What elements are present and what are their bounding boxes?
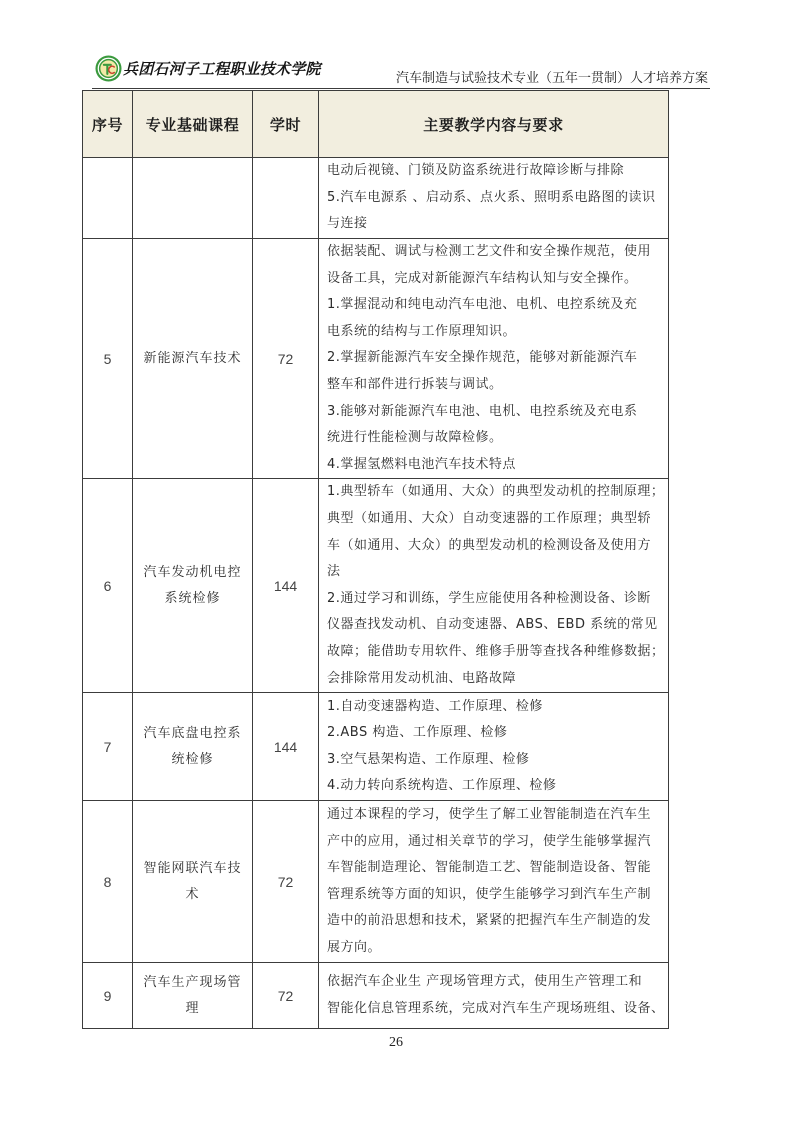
table-row (83, 801, 669, 963)
content-line: 电系统的结构与工作原理知识。 (327, 323, 517, 339)
content-line: 典型（如通用、大众）自动变速器的工作原理；典型轿 (327, 511, 652, 527)
document-title: 汽车制造与试验技术专业（五年一贯制）人才培养方案 (395, 71, 708, 86)
content-line: 整车和部件进行拆装与调试。 (327, 376, 503, 392)
content-line: 4.动力转向系统构造、工作原理、检修 (327, 778, 557, 794)
seq-cell: 7 (83, 693, 133, 801)
seq-cell: 6 (83, 479, 133, 693)
course-name-cell (133, 693, 253, 801)
course-name-line: 汽车发动机电控 (143, 564, 242, 580)
content-line: 造中的前沿思想和技术，紧紧的把握汽车生产制造的发 (327, 913, 652, 929)
page-number: 26 (389, 1035, 403, 1050)
table-row (83, 963, 669, 1029)
content-line: 仪器查找发动机、自动变速器、ABS、EBD 系统的常见 (327, 617, 658, 633)
table-header-row (83, 91, 669, 158)
course-name-line: 汽车生产现场管 (143, 974, 242, 990)
curriculum-table (82, 90, 669, 1029)
course-name-line: 术 (185, 886, 200, 902)
table-row (83, 239, 669, 479)
content-line: 产中的应用，通过相关章节的学习，使学生能够掌握汽 (327, 833, 652, 849)
content-line: 2.通过学习和训练，学生应能使用各种检测设备、诊断 (327, 590, 651, 606)
content-line: 法 (327, 564, 341, 580)
content-line: 电动后视镜、门锁及防盗系统进行故障诊断与排除 (327, 163, 625, 179)
course-name-line: 统检修 (171, 751, 214, 767)
content-line: 会排除常用发动机油、电路故障 (327, 670, 517, 686)
table-row (83, 479, 669, 693)
column-header-hours: 学时 (253, 91, 319, 158)
seq-cell: 9 (83, 963, 133, 1029)
course-name-line: 系统检修 (164, 590, 221, 606)
seq-cell: 8 (83, 801, 133, 963)
content-cell (319, 963, 669, 1029)
content-line: 依据汽车企业生 产现场管理方式，使用生产管理工和 (327, 974, 643, 990)
content-line: 故障；能借助专用软件、维修手册等查找各种维修数据； (327, 644, 665, 660)
column-header-seq: 序号 (83, 91, 133, 158)
content-line: 车（如通用、大众）的典型发动机的检测设备及使用方 (327, 537, 652, 553)
school-logo-icon (95, 55, 122, 82)
content-line: 2.ABS 构造、工作原理、检修 (327, 725, 508, 741)
course-name-line: 汽车底盘电控系 (143, 725, 242, 741)
content-line: 展方向。 (327, 940, 382, 956)
hours-cell: 144 (253, 479, 319, 693)
content-line: 2.掌握新能源汽车安全操作规范，能够对新能源汽车 (327, 350, 638, 366)
column-header-course: 专业基础课程 (133, 91, 253, 158)
course-name-cell (133, 479, 253, 693)
content-line: 与连接 (327, 216, 368, 232)
content-cell (319, 693, 669, 801)
course-name-cell (133, 239, 253, 479)
content-line: 1.自动变速器构造、工作原理、检修 (327, 698, 543, 714)
content-line: 1.掌握混动和纯电动汽车电池、电机、电控系统及充 (327, 297, 638, 313)
hours-cell (253, 158, 319, 239)
table-body (83, 158, 669, 1029)
content-line: 依据装配、调试与检测工艺文件和安全操作规范，使用 (327, 244, 652, 259)
content-cell (319, 158, 669, 239)
hours-cell: 144 (253, 693, 319, 801)
hours-cell: 72 (253, 963, 319, 1029)
course-name-line: 智能网联汽车技 (143, 860, 242, 876)
content-line: 4.掌握氢燃料电池汽车技术特点 (327, 456, 516, 472)
content-cell (319, 239, 669, 479)
content-cell (319, 801, 669, 963)
column-header-content: 主要教学内容与要求 (319, 91, 669, 158)
content-line: 1.典型轿车（如通用、大众）的典型发动机的控制原理； (327, 484, 665, 500)
course-name-cell (133, 801, 253, 963)
table-row (83, 693, 669, 801)
content-line: 统进行性能检测与故障检修。 (327, 430, 503, 446)
seq-cell: 5 (83, 239, 133, 479)
content-line: 通过本课程的学习，使学生了解工业智能制造在汽车生 (327, 807, 652, 823)
course-name-line: 理 (185, 1000, 200, 1016)
course-name-line: 新能源汽车技术 (143, 350, 242, 366)
content-line: 3.能够对新能源汽车电池、电机、电控系统及充电系 (327, 403, 638, 419)
content-line: 智能化信息管理系统，完成对汽车生产现场班组、设备、 (327, 1000, 665, 1016)
content-line: 管理系统等方面的知识，使学生能够学习到汽车生产制 (327, 886, 652, 902)
hours-cell: 72 (253, 801, 319, 963)
content-line: 设备工具，完成对新能源汽车结构认知与安全操作。 (327, 270, 638, 286)
course-name-cell (133, 158, 253, 239)
header-divider (92, 88, 710, 89)
content-line: 5.汽车电源系 、启动系、点火系、照明系电路图的读识 (327, 189, 656, 205)
school-name: 兵团石河子工程职业技术学院 (123, 60, 321, 78)
table-row (83, 158, 669, 239)
course-name-cell (133, 963, 253, 1029)
content-cell (319, 479, 669, 693)
content-line: 车智能制造理论、智能制造工艺、智能制造设备、智能 (327, 860, 652, 876)
table-head (83, 91, 669, 158)
content-line: 3.空气悬架构造、工作原理、检修 (327, 751, 530, 767)
hours-cell: 72 (253, 239, 319, 479)
seq-cell (83, 158, 133, 239)
